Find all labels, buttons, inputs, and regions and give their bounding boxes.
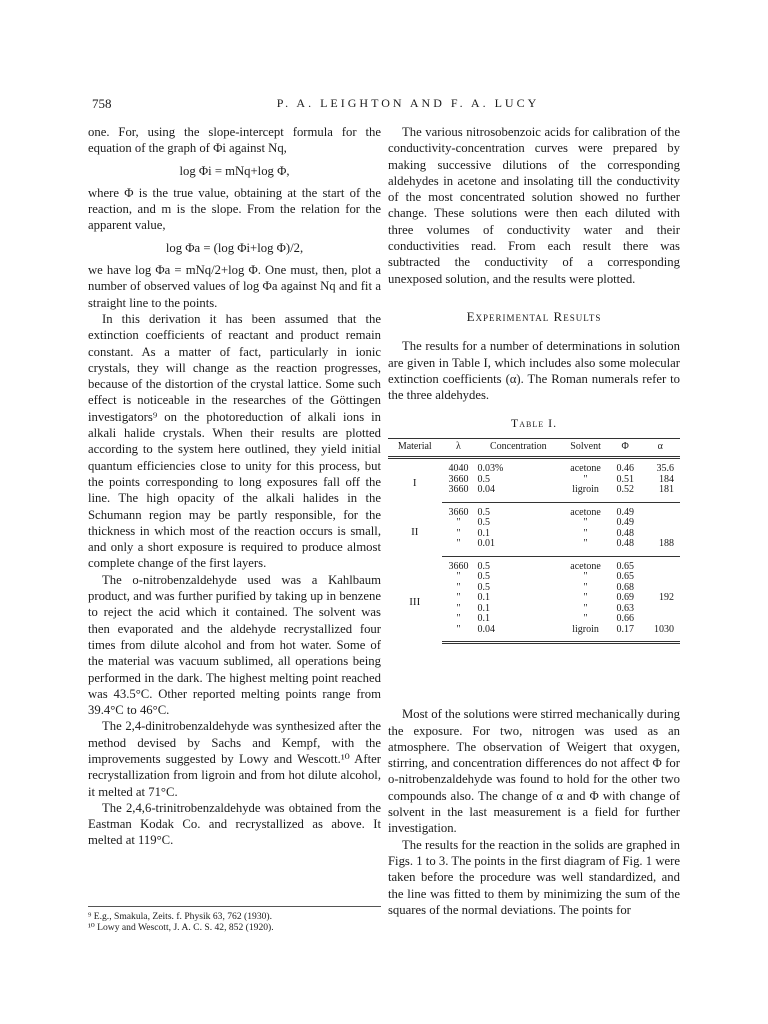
table-cell-wavelength: "	[456, 592, 461, 604]
table-cell-phi: 0.65	[616, 560, 634, 572]
table-cell-wavelength: 3660	[448, 560, 469, 572]
table-cell-alpha: 1030	[640, 625, 680, 643]
table-cell-wavelength: "	[456, 571, 461, 583]
table-row	[388, 458, 680, 475]
left-paragraph-5: The o-nitrobenzaldehyde used was a Kahlbaum product, and was further purified by taking up in benzene to reject the acid which it contained. The solvent was then evaporated and the aldehyde recrystallized four times from dilute alcohol and from hot water. Some of the material was vacuum sublimed, all operations being performed in the dark. The highest melting point reached was 43.5°C. Other reported melting points range from 39.4°C to 46°C.	[88, 572, 381, 718]
right-column	[388, 124, 680, 918]
table-cell-concentration: 0.5	[477, 506, 490, 518]
table-cell-wavelength: "	[456, 602, 461, 614]
table-cell-alpha	[640, 502, 680, 518]
table-cell-solvent: ligroin	[561, 625, 610, 643]
left-paragraph-1: one. For, using the slope-intercept formula for the equation of the graph of Φi against Nq,	[88, 125, 381, 156]
section-heading: Experimental Results	[466, 308, 602, 324]
table-cell-phi: 0.68	[616, 581, 634, 593]
left-paragraph-3: we have log Φa = mNq/2+log Φ. One must, then, plot a number of observed values of log Φa against Nq and fit a straight line to the points.	[88, 263, 381, 310]
table-cell-alpha: 188	[640, 539, 680, 556]
results-table	[388, 438, 680, 645]
table-row	[388, 502, 680, 518]
table-cell-material: I	[412, 477, 417, 489]
table-cell-phi: 0.49	[616, 517, 634, 529]
table-title: Table I.	[510, 416, 558, 431]
table-cell-phi: 0.69	[616, 592, 634, 604]
header-solvent: Solvent	[561, 438, 610, 458]
table-cell-concentration: 0.01	[475, 539, 561, 556]
table-cell-concentration: 0.1	[477, 592, 490, 604]
table-cell-solvent: acetone	[570, 560, 601, 572]
table-cell-solvent: acetone	[570, 463, 601, 475]
table-cell-phi: 0.17	[610, 625, 640, 643]
table-cell-material: III	[409, 595, 421, 608]
footnote-9: ⁹ E.g., Smakula, Zeits. f. Physik 63, 762 (1930).	[88, 911, 273, 922]
table-cell-phi: 0.46	[616, 463, 634, 475]
table-cell-solvent: acetone	[570, 506, 601, 518]
table-cell-alpha	[640, 572, 680, 583]
table-cell-alpha	[640, 556, 680, 572]
table-cell-wavelength: "	[456, 517, 461, 529]
table-cell-wavelength: "	[456, 613, 461, 625]
table-cell-concentration: 0.5	[477, 581, 490, 593]
right-paragraph-4: The results for the reaction in the solids are graphed in Figs. 1 to 3. The points in the first diagram of Fig. 1 were taken before the procedure was well standardized, and the line was fitted to them by minimizing the sum of the squares of the normal deviations. The points for	[388, 837, 680, 917]
table-cell-phi: 0.52	[610, 485, 640, 502]
table-cell-solvent: "	[583, 473, 588, 485]
table-cell-alpha	[640, 604, 680, 615]
table-cell-phi: 0.49	[616, 506, 634, 518]
table-cell-concentration: 0.03%	[477, 463, 504, 475]
header-wavelength: λ	[442, 438, 476, 458]
left-paragraph-6: The 2,4-dinitrobenzaldehyde was synthesized after the method devised by Sachs and Kempf, with the improvements suggested by Lowy and Wescott.¹⁰ After recrystallization from ligroin and from hot dilute alcohol, it melted at 71°C.	[88, 719, 381, 799]
table-cell-wavelength: 3660	[442, 485, 476, 502]
table-cell-solvent: ligroin	[561, 485, 610, 502]
table-header-row	[388, 438, 680, 458]
table-cell-solvent: "	[583, 592, 588, 604]
table-cell-alpha: 184	[659, 473, 674, 485]
table-cell-concentration: 0.04	[475, 625, 561, 643]
table-cell-solvent: "	[583, 613, 588, 625]
table-cell-solvent: "	[583, 527, 588, 539]
table-cell-material: II	[411, 525, 419, 538]
table-cell-phi: 0.48	[616, 527, 634, 539]
header-phi: Φ	[610, 438, 640, 458]
table-cell-alpha: 192	[659, 592, 674, 604]
table-cell-alpha: 181	[640, 485, 680, 502]
table-cell-phi: 0.48	[610, 539, 640, 556]
table-cell-wavelength: "	[442, 539, 476, 556]
table-cell-solvent: "	[583, 517, 588, 529]
table-cell-wavelength: "	[456, 581, 461, 593]
table-cell-concentration: 0.1	[477, 527, 490, 539]
table-cell-concentration: 0.5	[477, 560, 490, 572]
table-cell-wavelength: "	[456, 527, 461, 539]
table-cell-concentration: 0.5	[477, 473, 490, 485]
table-cell-concentration: 0.04	[475, 485, 561, 502]
table-cell-wavelength: 4040	[448, 463, 469, 475]
table-body	[388, 458, 680, 643]
running-head: P. A. LEIGHTON AND F. A. LUCY	[276, 96, 540, 110]
table-cell-concentration: 0.1	[477, 602, 490, 614]
table-cell-solvent: "	[561, 539, 610, 556]
table-cell-concentration: 0.5	[477, 571, 490, 583]
table-cell-alpha	[640, 518, 680, 529]
table-cell-phi: 0.63	[616, 602, 634, 614]
table-cell-phi: 0.66	[616, 613, 634, 625]
table-cell-alpha: 35.6	[656, 463, 674, 475]
left-paragraph-2: where Φ is the true value, obtaining at the start of the reaction, and m is the slope. From the relation for the apparent value,	[88, 185, 381, 233]
table-cell-wavelength: "	[442, 625, 476, 643]
table-cell-wavelength: 3660	[448, 473, 469, 485]
table-cell-concentration: 0.1	[477, 613, 490, 625]
table-cell-phi: 0.51	[616, 473, 634, 485]
table-cell-concentration: 0.5	[477, 517, 490, 529]
table-cell-phi: 0.65	[616, 571, 634, 583]
footnotes	[88, 906, 381, 933]
header-material: Material	[388, 438, 442, 458]
right-paragraph-1: The various nitrosobenzoic acids for calibration of the conductivity-concentration curves were prepared by making successive dilutions of the corresponding aldehydes in acetone and insolating till the conductivity of the most concentrated solution showed no further change. These solutions were then each diluted with three volumes of conductivity water and their conductivities read. From each result there was subtracted the conductivity of a corresponding unexposed solution, and the results were plotted.	[388, 125, 680, 286]
left-column	[88, 124, 381, 849]
page-number: 758	[92, 96, 112, 111]
right-paragraph-2: The results for a number of determinations in solution are given in Table I, which includes also some molecular extinction coefficients (α). The Roman numerals refer to the three aldehydes.	[388, 339, 680, 403]
left-paragraph-4: In this derivation it has been assumed that the extinction coefficients of reactant and product remain constant. As a matter of fact, particularly in ionic crystals, they will change as the reaction progresses, because of the distortion of the crystal lattice. Some such effect is noticeable in the researches of the Göttingen investigators⁹ on the photoreduction of alkali ions in alkali halide crystals. When their results are plotted according to the system here outlined, they yield initial quantum efficiencies close to unity for this process, but the points corresponding to long exposures fall off the line. The high opacity of the alkali halides in the Schumann region may be partly responsible, for the thickness in which most of the reaction occurs is small, and only a short exposure is required to produce almost complete change of the first layers.	[88, 311, 381, 571]
equation-2: log Φa = (log Φi+log Φ)/2,	[165, 240, 304, 255]
table-row	[388, 556, 680, 572]
header-concentration: Concentration	[475, 438, 561, 458]
footnote-10: ¹⁰ Lowy and Wescott, J. A. C. S. 42, 852 (1920).	[88, 922, 274, 933]
table-cell-wavelength: 3660	[448, 506, 469, 518]
table-cell-solvent: "	[583, 571, 588, 583]
left-paragraph-7: The 2,4,6-trinitrobenzaldehyde was obtained from the Eastman Kodak Co. and recrystallized as above. It melted at 119°C.	[88, 800, 381, 848]
right-paragraph-3: Most of the solutions were stirred mechanically during the exposure. For two, nitrogen was used as an atmosphere. The observation of Weigert that oxygen, stirring, and concentration differences do not affect Φ for o-nitrobenzaldehyde was found to hold for the other two compounds also. The change of α and Φ with change of solvent in the last measurement is a field for further investigation.	[388, 707, 681, 836]
header-alpha: α	[640, 438, 680, 458]
equation-1: log Φi = mNq+log Φ,	[179, 163, 290, 178]
table-cell-solvent: "	[583, 581, 588, 593]
table-cell-solvent: "	[583, 602, 588, 614]
